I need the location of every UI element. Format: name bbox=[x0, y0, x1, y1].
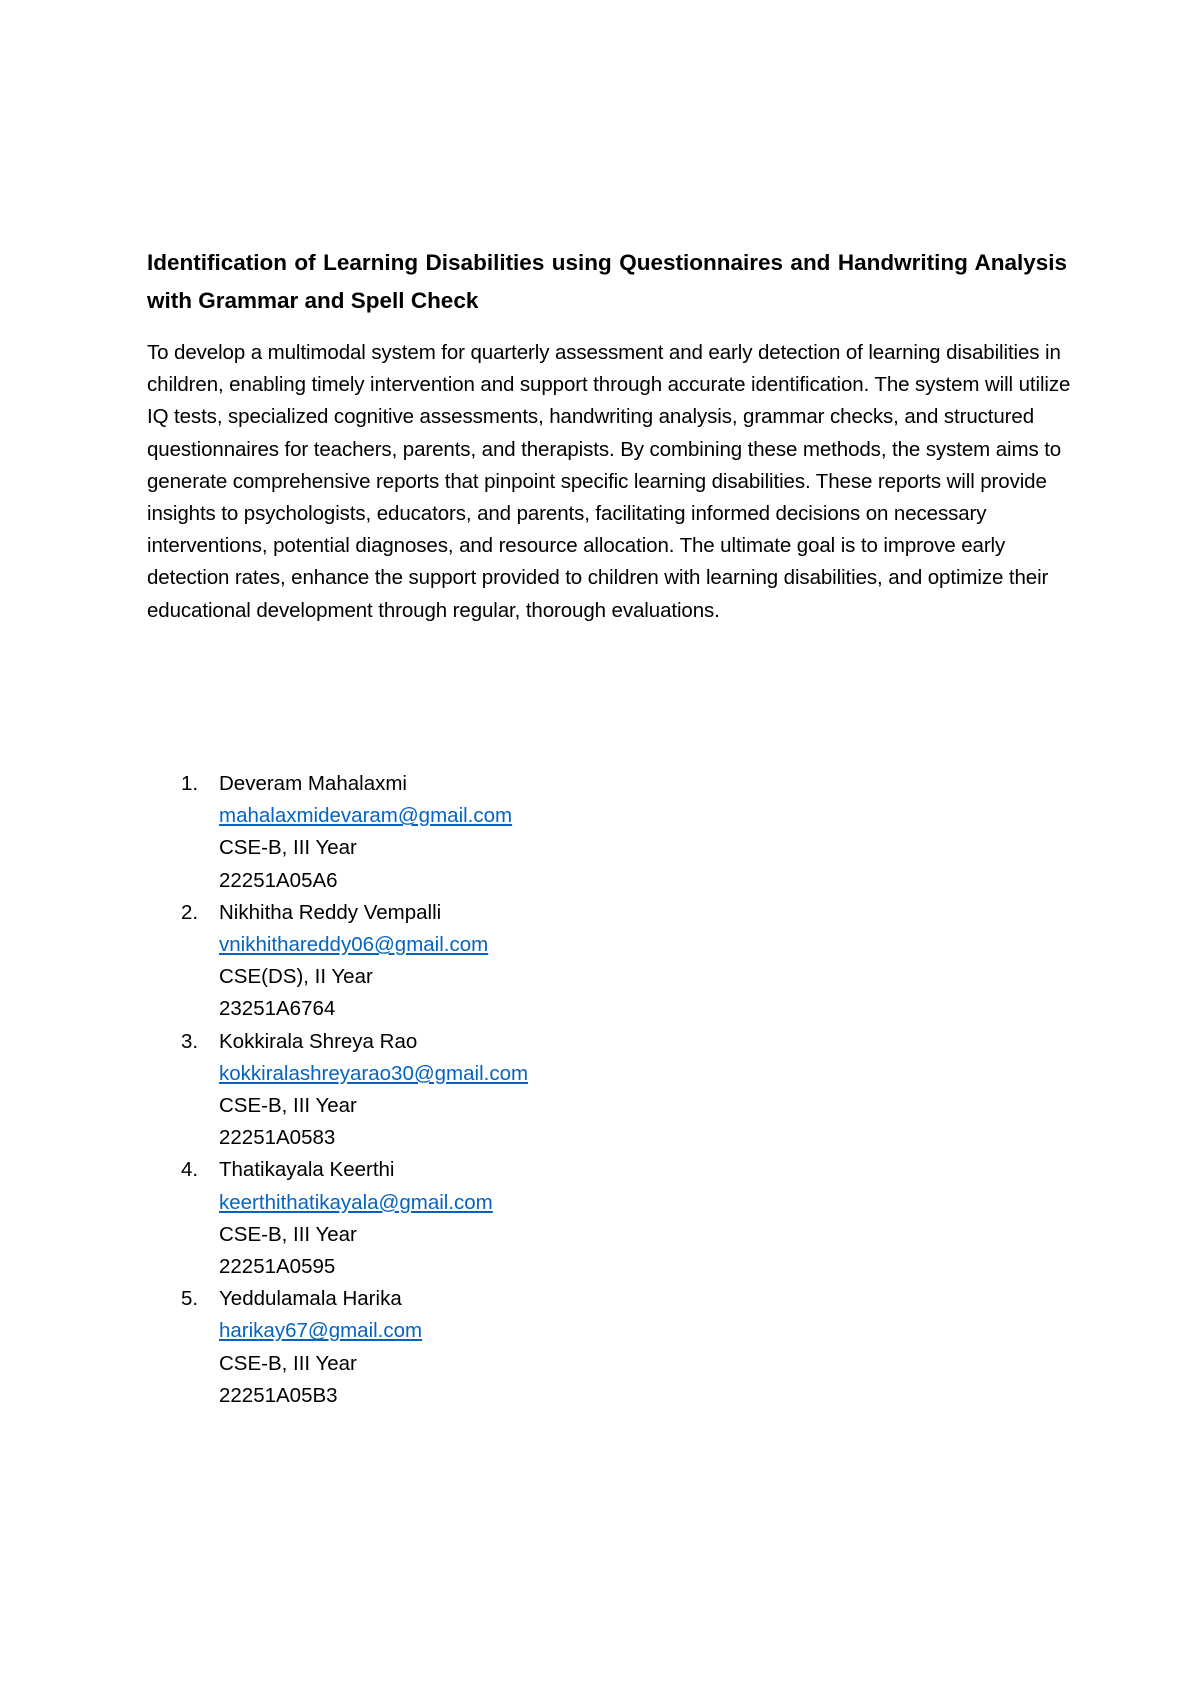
author-item bbox=[147, 1154, 1047, 1283]
author-roll-number: 22251A05A6 bbox=[219, 868, 338, 892]
abstract-paragraph: To develop a multimodal system for quarterly assessment and early detection of learning disabilities in children, enabling timely intervention and support through accurate identification. The system will utilize IQ tests, specialized cognitive assessments, handwriting analysis, grammar checks, and structured questionnaires for teachers, parents, and therapists. By combining these methods, the system aims to generate comprehensive reports that pinpoint specific learning disabilities. These reports will provide insights to psychologists, educators, and parents, facilitating informed decisions on necessary interventions, potential diagnoses, and resource allocation. The ultimate goal is to improve early detection rates, enhance the support provided to children with learning disabilities, and optimize their educational development through regular, thorough evaluations. bbox=[147, 341, 1071, 622]
author-number: 3. bbox=[181, 1029, 199, 1053]
author-roll-number: 23251A6764 bbox=[219, 997, 336, 1021]
author-class: CSE(DS), II Year bbox=[219, 965, 373, 989]
author-name: Deveram Mahalaxmi bbox=[219, 772, 407, 795]
author-number: 1. bbox=[181, 772, 199, 795]
author-name: Yeddulamala Harika bbox=[219, 1287, 402, 1311]
author-email-link[interactable]: harikay67@gmail.com bbox=[219, 1319, 423, 1343]
author-class: CSE-B, III Year bbox=[219, 1094, 357, 1118]
author-email-link[interactable]: mahalaxmidevaram@gmail.com bbox=[219, 804, 513, 828]
author-email-link[interactable]: kokkiralashreyarao30@gmail.com bbox=[219, 1061, 529, 1085]
author-roll-number: 22251A0595 bbox=[219, 1255, 336, 1279]
author-name: Nikhitha Reddy Vempalli bbox=[219, 900, 442, 924]
author-item bbox=[147, 1026, 1047, 1155]
author-number: 5. bbox=[181, 1287, 199, 1311]
author-number: 2. bbox=[181, 900, 199, 924]
author-name: Kokkirala Shreya Rao bbox=[219, 1029, 418, 1053]
author-name: Thatikayala Keerthi bbox=[219, 1158, 395, 1182]
author-number: 4. bbox=[181, 1158, 199, 1182]
document-title: Identification of Learning Disabilities using Questionnaires and Handwriting Analysis with Grammar and Spell Check bbox=[147, 250, 1067, 313]
author-class: CSE-B, III Year bbox=[219, 836, 357, 860]
author-class: CSE-B, III Year bbox=[219, 1351, 357, 1375]
author-class: CSE-B, III Year bbox=[219, 1222, 357, 1246]
author-item bbox=[147, 897, 1047, 1026]
author-roll-number: 22251A0583 bbox=[219, 1126, 336, 1150]
author-email-link[interactable]: vnikhithareddy06@gmail.com bbox=[219, 933, 489, 957]
author-item bbox=[147, 1283, 1047, 1412]
author-email-link[interactable]: keerthithatikayala@gmail.com bbox=[219, 1190, 493, 1214]
author-roll-number: 22251A05B3 bbox=[219, 1383, 338, 1407]
author-list bbox=[147, 768, 1047, 1412]
author-item bbox=[147, 768, 1047, 897]
